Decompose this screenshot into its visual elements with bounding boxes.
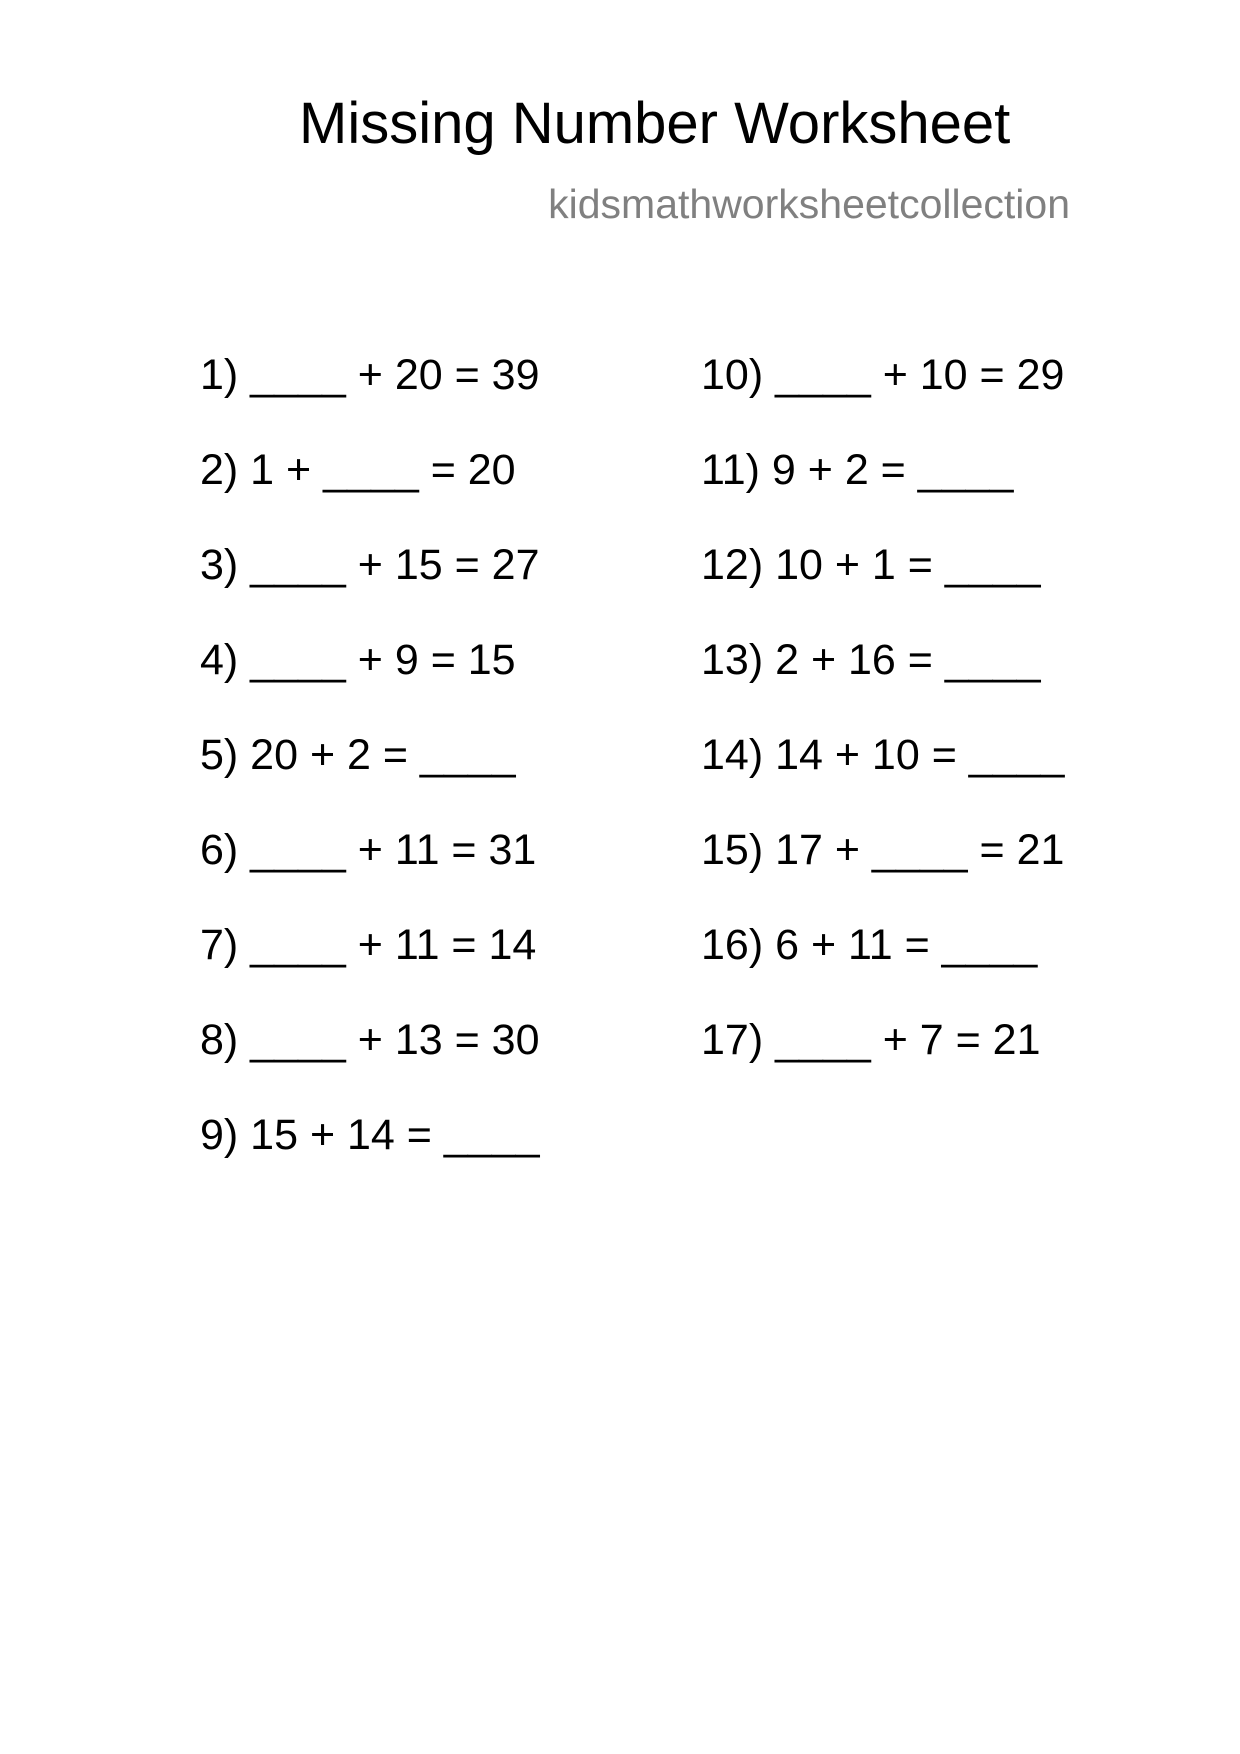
problem-5: 5) 20 + 2 = ____ [200, 731, 516, 779]
problem-9: 9) 15 + 14 = ____ [200, 1111, 540, 1159]
problems-left-column [200, 351, 540, 1209]
page-title: Missing Number Worksheet [299, 91, 1011, 156]
problem-4: 4) ____ + 9 = 15 [200, 636, 516, 684]
site-name: kidsmathworksheetcollection [548, 181, 1070, 227]
problem-15: 15) 17 + ____ = 21 [701, 826, 1065, 874]
problem-11: 11) 9 + 2 = ____ [701, 446, 1014, 494]
problem-3: 3) ____ + 15 = 27 [200, 541, 540, 589]
problem-13: 13) 2 + 16 = ____ [701, 636, 1041, 684]
problem-17: 17) ____ + 7 = 21 [701, 1016, 1041, 1064]
problems-right-column [701, 351, 1065, 1114]
problem-16: 16) 6 + 11 = ____ [701, 921, 1038, 969]
problem-6: 6) ____ + 11 = 31 [200, 826, 537, 874]
problem-10: 10) ____ + 10 = 29 [701, 351, 1065, 399]
problem-8: 8) ____ + 13 = 30 [200, 1016, 540, 1064]
problem-12: 12) 10 + 1 = ____ [701, 541, 1041, 589]
problem-1: 1) ____ + 20 = 39 [200, 351, 540, 399]
problem-2: 2) 1 + ____ = 20 [200, 446, 516, 494]
problem-7: 7) ____ + 11 = 14 [200, 921, 537, 969]
problem-14: 14) 14 + 10 = ____ [701, 731, 1065, 779]
